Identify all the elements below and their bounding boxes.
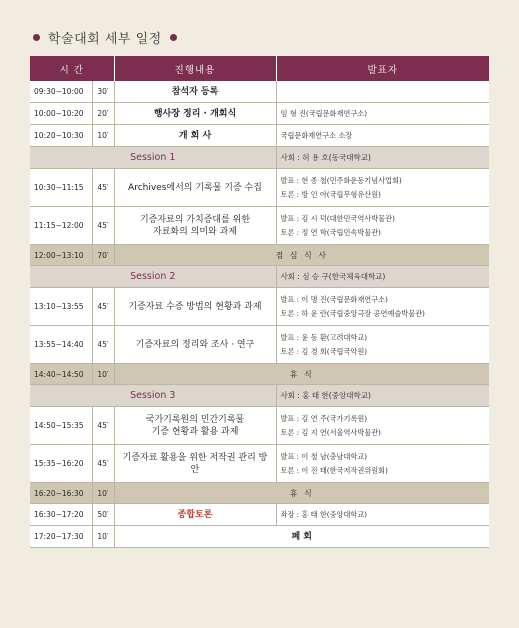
duration-cell: 50′ bbox=[92, 504, 114, 526]
presenter-line: 토론 : 이 진 태(한국저작권위원회) bbox=[280, 465, 388, 475]
session-row bbox=[30, 266, 489, 288]
time-cell: 13:10∼13:55 bbox=[30, 288, 92, 326]
schedule-row bbox=[30, 81, 489, 103]
time-cell: 11:15∼12:00 bbox=[30, 207, 92, 245]
presenter-cell bbox=[276, 326, 489, 364]
title-row bbox=[33, 26, 177, 48]
schedule-row bbox=[30, 207, 489, 245]
session-name: Session 3 bbox=[30, 385, 276, 407]
presenter-cell bbox=[276, 207, 489, 245]
duration-cell: 20′ bbox=[92, 103, 114, 125]
session-moderator: 사회 : 심 승 구(한국체육대학교) bbox=[276, 266, 489, 288]
program-content bbox=[114, 326, 276, 364]
duration-cell: 45′ bbox=[92, 169, 114, 207]
duration-cell: 45′ bbox=[92, 445, 114, 483]
content-line: 기증자료의 가치증대를 위한 bbox=[139, 214, 251, 225]
bullet-dot-icon bbox=[33, 34, 40, 41]
time-cell: 10:00∼10:20 bbox=[30, 103, 92, 125]
program-content bbox=[114, 288, 276, 326]
page-title: 학술대회 세부 일정 bbox=[48, 31, 162, 47]
session-name: Session 2 bbox=[30, 266, 276, 288]
program-content bbox=[114, 125, 276, 147]
duration-cell: 30′ bbox=[92, 81, 114, 103]
presenter-cell bbox=[276, 103, 489, 125]
presenter-line: 토론 : 하 윤 란(국립중앙극장 공연예술박물관) bbox=[280, 308, 425, 318]
presenter-line: 토론 : 김 경 희(국립국악원) bbox=[280, 346, 368, 356]
program-content bbox=[114, 526, 489, 548]
duration-cell: 10′ bbox=[92, 526, 114, 548]
content-line: 폐 회 bbox=[291, 531, 313, 542]
session-row bbox=[30, 385, 489, 407]
content-line: 개 회 사 bbox=[178, 130, 212, 141]
presenter-line: 좌장 : 홍 태 한(중앙대학교) bbox=[280, 509, 368, 519]
column-header-content: 진행내용 bbox=[114, 56, 276, 81]
duration-cell: 45′ bbox=[92, 288, 114, 326]
content-line: 자료화의 의미와 과제 bbox=[153, 226, 237, 237]
time-cell: 15:35∼16:20 bbox=[30, 445, 92, 483]
program-content bbox=[114, 504, 276, 526]
break-row bbox=[30, 483, 489, 504]
break-label: 휴 식 bbox=[114, 364, 489, 385]
duration-cell: 10′ bbox=[92, 364, 114, 385]
time-cell: 17:20∼17:30 bbox=[30, 526, 92, 548]
content-line: 기증 현황과 활용 과제 bbox=[151, 426, 239, 437]
presenter-line: 국립문화재연구소 소장 bbox=[280, 130, 353, 140]
session-moderator: 사회 : 홍 태 한(중앙대학교) bbox=[276, 385, 489, 407]
presenter-cell bbox=[276, 407, 489, 445]
presenter-line: 발표 : 김 시 덕(대한민국역사박물관) bbox=[280, 213, 395, 223]
content-line: 참석자 등록 bbox=[171, 86, 219, 97]
schedule-row bbox=[30, 504, 489, 526]
duration-cell: 45′ bbox=[92, 326, 114, 364]
table-header-row bbox=[30, 56, 489, 81]
schedule-row bbox=[30, 288, 489, 326]
presenter-line: 발표 : 현 종 철(민주화운동기념사업회) bbox=[280, 175, 402, 185]
content-line: 기증자료 수증 방법의 현황과 과제 bbox=[128, 301, 262, 312]
program-content bbox=[114, 445, 276, 483]
duration-cell: 10′ bbox=[92, 125, 114, 147]
presenter-line: 토론 : 정 연 학(국립민속박물관) bbox=[280, 227, 381, 237]
presenter-cell bbox=[276, 125, 489, 147]
program-content bbox=[114, 169, 276, 207]
break-row bbox=[30, 245, 489, 266]
program-content bbox=[114, 407, 276, 445]
schedule-row bbox=[30, 326, 489, 364]
break-label: 점 심 식 사 bbox=[114, 245, 489, 266]
presenter-line: 발표 : 이 명 진(국립문화재연구소) bbox=[280, 294, 388, 304]
time-cell: 12:00∼13:10 bbox=[30, 245, 92, 266]
time-cell: 10:20∼10:30 bbox=[30, 125, 92, 147]
program-content bbox=[114, 207, 276, 245]
program-content bbox=[114, 81, 276, 103]
presenter-line: 토론 : 김 지 연(서울역사박물관) bbox=[280, 427, 381, 437]
presenter-line: 발표 : 윤 동 환(고려대학교) bbox=[280, 332, 368, 342]
program-content bbox=[114, 103, 276, 125]
presenter-cell bbox=[276, 504, 489, 526]
time-cell: 16:20∼16:30 bbox=[30, 483, 92, 504]
bullet-dot-icon bbox=[170, 34, 177, 41]
presenter-line: 임 형 진(국립문화재연구소) bbox=[280, 108, 368, 118]
presenter-cell bbox=[276, 81, 489, 103]
session-name: Session 1 bbox=[30, 147, 276, 169]
duration-cell: 45′ bbox=[92, 207, 114, 245]
duration-cell: 10′ bbox=[92, 483, 114, 504]
highlight-content: 종합토론 bbox=[177, 509, 213, 520]
break-label: 휴 식 bbox=[114, 483, 489, 504]
content-line: 행사장 정리 · 개회식 bbox=[153, 108, 237, 119]
time-cell: 09:30∼10:00 bbox=[30, 81, 92, 103]
presenter-cell bbox=[276, 169, 489, 207]
content-line: 국가기록원의 민간기록물 bbox=[145, 414, 245, 425]
time-cell: 10:30∼11:15 bbox=[30, 169, 92, 207]
time-cell: 14:50∼15:35 bbox=[30, 407, 92, 445]
schedule-row bbox=[30, 445, 489, 483]
schedule-row bbox=[30, 407, 489, 445]
content-line: Archives에서의 기록물 기증 수집 bbox=[128, 182, 262, 193]
column-header-time: 시 간 bbox=[30, 56, 114, 81]
duration-cell: 45′ bbox=[92, 407, 114, 445]
session-moderator: 사회 : 허 용 호(동국대학교) bbox=[276, 147, 489, 169]
time-cell: 16:30∼17:20 bbox=[30, 504, 92, 526]
schedule-row bbox=[30, 169, 489, 207]
presenter-cell bbox=[276, 288, 489, 326]
break-row bbox=[30, 364, 489, 385]
content-line: 기증자료의 정리와 조사 · 연구 bbox=[135, 339, 255, 350]
column-header-presenter: 발표자 bbox=[276, 56, 489, 81]
presenter-line: 토론 : 방 인 아(국립무형유산원) bbox=[280, 189, 381, 199]
presenter-line: 발표 : 이 철 남(충남대학교) bbox=[280, 451, 368, 461]
time-cell: 13:55∼14:40 bbox=[30, 326, 92, 364]
presenter-line: 발표 : 김 연 주(국가기록원) bbox=[280, 413, 368, 423]
duration-cell: 70′ bbox=[92, 245, 114, 266]
presenter-cell bbox=[276, 445, 489, 483]
schedule-row bbox=[30, 103, 489, 125]
schedule-row bbox=[30, 125, 489, 147]
time-cell: 14:40∼14:50 bbox=[30, 364, 92, 385]
schedule-table bbox=[30, 56, 489, 548]
session-row bbox=[30, 147, 489, 169]
schedule-row bbox=[30, 526, 489, 548]
content-line: 기증자료 활용을 위한 저작권 관리 방안 bbox=[122, 452, 268, 475]
